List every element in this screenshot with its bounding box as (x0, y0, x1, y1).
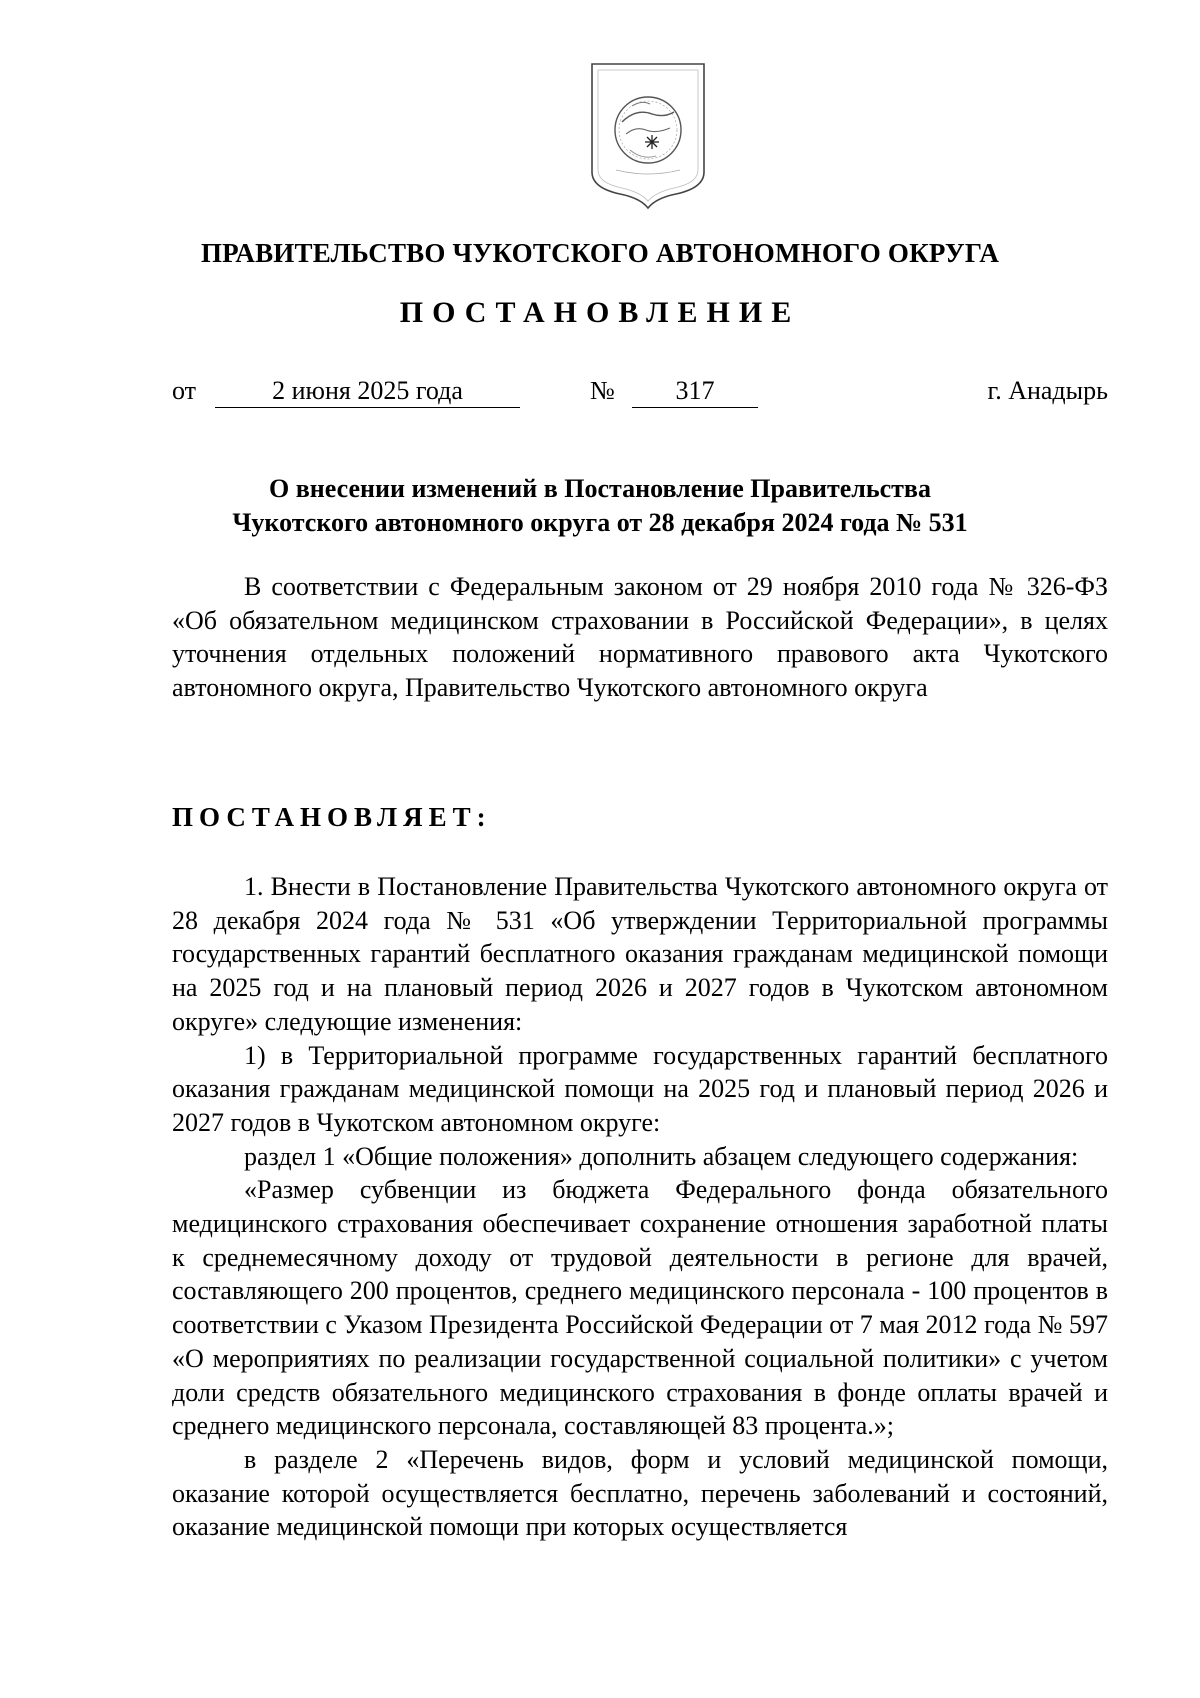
organization-title: ПРАВИТЕЛЬСТВО ЧУКОТСКОГО АВТОНОМНОГО ОКРУГА (200, 238, 1000, 268)
coat-of-arms-icon (586, 60, 710, 210)
resolution-body (172, 870, 1108, 1544)
body-paragraph: 1) в Территориальной программе государственных гарантий бесплатного оказания гражданам медицинской помощи на 2025 год и плановый период 2026 и 2027 годов в Чукотском автономном округе: (172, 1040, 1108, 1137)
document-number: 317 (632, 376, 758, 408)
subject-line: Чукотского автономного округа от 28 декабря 2024 года № 531 (232, 508, 968, 537)
subject-line: О внесении изменений в Постановление Правительства (269, 474, 931, 503)
preamble-block (172, 570, 1108, 705)
number-label: № (590, 376, 615, 405)
body-paragraph: 1. Внести в Постановление Правительства Чукотского автономного округа от 28 декабря 2024 года № 531 «Об утверждении Территориальной программы государственных гарантий бесплатного оказания гражданам медицинской помощи на 2025 год и на плановый период 2026 и 2027 годов в Чукотском автономном округе» следующие изменения: (172, 872, 1108, 1036)
document-date: 2 июня 2025 года (215, 376, 520, 408)
body-paragraph: раздел 1 «Общие положения» дополнить абзацем следующего содержания: (244, 1141, 1079, 1171)
resolves-heading: ПОСТАНОВЛЯЕТ: (172, 802, 492, 832)
body-paragraph: «Размер субвенции из бюджета Федерального фонда обязательного медицинского страхования обеспечивает сохранение отношения заработной платы к среднемесячному доходу от трудовой деятельности в регионе для врачей, составляющего 200 процентов, среднего медицинского персонала - 100 процентов в соответствии с Указом Президента Российской Федерации от 7 мая 2012 года № 597 «О мероприятиях по реализации государственной социальной политики» с учетом доли средств обязательного медицинского страхования в фонде оплаты врачей и среднего медицинского персонала, составляющей 83 процента.»; (172, 1175, 1108, 1441)
preamble-paragraph: В соответствии с Федеральным законом от 29 ноября 2010 года № 326-ФЗ «Об обязательном медицинском страховании в Российской Федерации», в целях уточнения отдельных положений нормативного правового акта Чукотского автономного округа, Правительство Чукотского автономного округа (172, 572, 1108, 703)
body-paragraph: в разделе 2 «Перечень видов, форм и условий медицинской помощи, оказание которой осуществляется бесплатно, перечень заболеваний и состояний, оказание медицинской помощи при которых осуществляется (172, 1444, 1108, 1542)
document-city: г. Анадырь (987, 376, 1108, 405)
document-subject (0, 472, 1200, 540)
document-meta (172, 376, 1108, 410)
date-label: от (172, 376, 197, 405)
document-type-title: ПОСТАНОВЛЕНИЕ (399, 296, 801, 329)
